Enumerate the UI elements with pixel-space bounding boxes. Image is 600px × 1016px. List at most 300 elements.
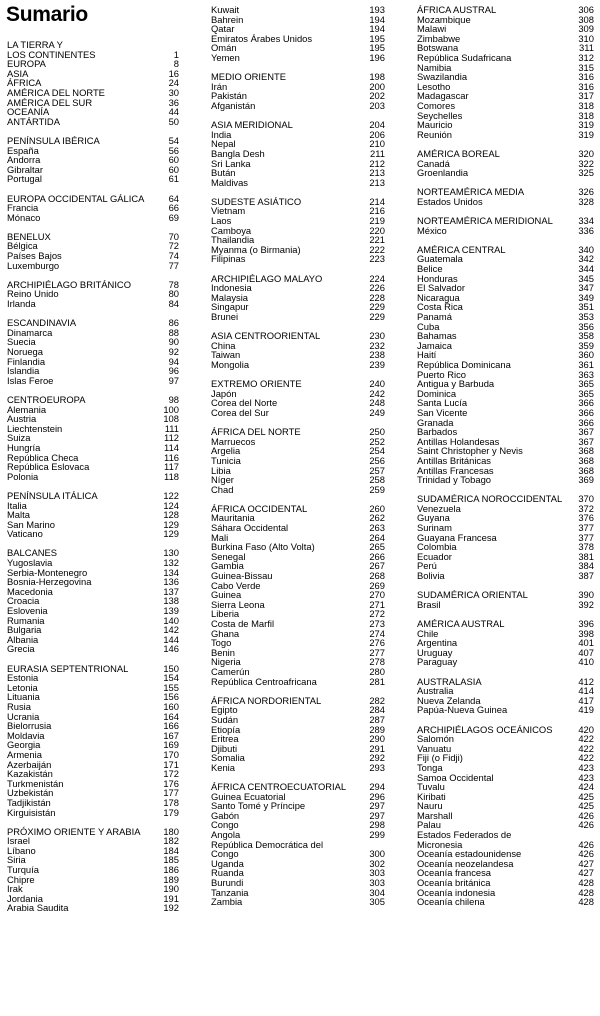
- toc-entry-page: 194: [369, 13, 385, 25]
- toc-entry-page: 178: [163, 796, 179, 808]
- toc-entry-title: España: [7, 144, 39, 156]
- toc-entry-title: Antillas Francesas: [417, 464, 494, 476]
- toc-entry-title: Mongolia: [211, 358, 250, 370]
- toc-entry[interactable]: [417, 168, 594, 178]
- toc-entry-page: 221: [369, 234, 385, 246]
- toc-entry-title: Ucrania: [7, 710, 40, 722]
- toc-entry-page: 267: [369, 560, 385, 572]
- toc-entry-title: Fiji (o Fidji): [417, 752, 463, 764]
- toc-entry-page: 192: [163, 902, 179, 914]
- toc-entry[interactable]: [211, 523, 385, 533]
- toc-entry-title: Laos: [211, 215, 232, 227]
- toc-entry-page: 312: [578, 51, 594, 63]
- toc-entry-page: 84: [168, 298, 179, 310]
- toc-entry-title: Comores: [417, 99, 456, 111]
- toc-entry-title: Oceanía chilena: [417, 896, 485, 908]
- toc-entry[interactable]: [7, 213, 179, 223]
- toc-entry-page: 299: [369, 829, 385, 841]
- toc-entry-page: 96: [168, 365, 179, 377]
- toc-entry-title: Polonia: [7, 470, 39, 482]
- toc-entry-title: Bielorrusia: [7, 720, 52, 732]
- toc-entry[interactable]: [211, 178, 385, 188]
- toc-entry[interactable]: [417, 475, 594, 485]
- toc-entry-title: Mozambique: [417, 13, 471, 25]
- toc-entry[interactable]: [211, 254, 385, 264]
- toc-entry-title: Maldivas: [211, 176, 248, 188]
- toc-entry[interactable]: [7, 846, 179, 856]
- toc-entry-title: Antillas Holandesas: [417, 435, 500, 447]
- toc-entry-title: Bosnia-Herzegovina: [7, 576, 92, 588]
- toc-entry-title: Estonia: [7, 672, 39, 684]
- toc-section-heading[interactable]: [7, 59, 179, 69]
- toc-entry-page: 372: [578, 502, 594, 514]
- toc-entry-page: 248: [369, 397, 385, 409]
- toc-entry-page: 216: [369, 205, 385, 217]
- toc-entry-page: 77: [168, 259, 179, 271]
- toc-entry-page: 302: [369, 857, 385, 869]
- toc-entry-title: Zimbabwe: [417, 32, 461, 44]
- toc-entry-title: Dominica: [417, 387, 457, 399]
- toc-entry-page: 428: [578, 886, 594, 898]
- toc-entry-page: 154: [163, 672, 179, 684]
- toc-entry-page: 319: [578, 119, 594, 131]
- toc-entry-page: 424: [578, 781, 594, 793]
- toc-entry-page: 351: [578, 301, 594, 313]
- toc-entry-title: Botswana: [417, 42, 459, 54]
- toc-entry-page: 16: [168, 67, 179, 79]
- toc-entry-title: MEDIO ORIENTE: [211, 71, 287, 83]
- toc-entry-page: 100: [163, 403, 179, 415]
- toc-entry[interactable]: [211, 53, 385, 63]
- toc-entry-title: Turquía: [7, 864, 39, 876]
- toc-entry-title: Reino Unido: [7, 288, 59, 300]
- toc-entry-page: 347: [578, 282, 594, 294]
- toc-entry-page: 269: [369, 579, 385, 591]
- toc-entry[interactable]: [7, 875, 179, 885]
- toc-entry-page: 297: [369, 800, 385, 812]
- toc-entry-title: Corea del Norte: [211, 397, 278, 409]
- toc-entry-title: Oceanía indonesia: [417, 886, 496, 898]
- toc-entry-page: 266: [369, 550, 385, 562]
- toc-entry-title: Mauricio: [417, 119, 453, 131]
- toc-entry-title: Yugoslavia: [7, 557, 53, 569]
- toc-entry[interactable]: [417, 254, 594, 264]
- toc-entry-title: Guyana: [417, 512, 450, 524]
- toc-entry-page: 177: [163, 787, 179, 799]
- toc-entry-page: 419: [578, 704, 594, 716]
- toc-entry-page: 240: [369, 378, 385, 390]
- toc-entry[interactable]: [417, 705, 594, 715]
- toc-entry[interactable]: [7, 692, 179, 702]
- toc-entry-page: 281: [369, 675, 385, 687]
- toc-section-heading[interactable]: [211, 72, 385, 82]
- toc-entry-page: 170: [163, 748, 179, 760]
- toc-entry-page: 311: [579, 42, 594, 54]
- toc-entry-title: Azerbaiján: [7, 758, 52, 770]
- toc-entry[interactable]: [7, 299, 179, 309]
- toc-entry-title: Swazilandia: [417, 71, 468, 83]
- toc-entry-page: 200: [369, 80, 385, 92]
- toc-entry-title: Namibia: [417, 61, 452, 73]
- toc-entry-page: 202: [369, 90, 385, 102]
- toc-entry[interactable]: [417, 571, 594, 581]
- toc-entry[interactable]: [417, 811, 594, 821]
- toc-entry-title: Uzbekistán: [7, 787, 54, 799]
- toc-entry-title: China: [211, 339, 236, 351]
- toc-entry-title: Japón: [211, 387, 237, 399]
- toc-entry-title: ANTÁRTIDA: [7, 115, 60, 127]
- toc-entry-title: PENÍNSULA ITÁLICA: [7, 489, 98, 501]
- toc-entry-title: Argelia: [211, 445, 241, 457]
- toc-section-heading[interactable]: [7, 491, 179, 501]
- page-title: Sumario: [6, 3, 88, 26]
- toc-entry[interactable]: [417, 657, 594, 667]
- toc-entry-page: 426: [578, 848, 594, 860]
- toc-entry-page: 54: [168, 134, 179, 146]
- toc-entry[interactable]: [7, 376, 179, 386]
- toc-entry-page: 427: [578, 857, 594, 869]
- toc-entry-page: 276: [369, 637, 385, 649]
- toc-entry-page: 195: [369, 32, 385, 44]
- toc-entry-page: 86: [168, 317, 179, 329]
- toc-entry-title: Islandia: [7, 365, 40, 377]
- toc-section-heading[interactable]: [7, 117, 179, 127]
- toc-entry-title: Pakistán: [211, 90, 247, 102]
- toc-entry-title: Albania: [7, 633, 39, 645]
- toc-entry-page: 356: [578, 320, 594, 332]
- toc-entry-page: 358: [578, 330, 594, 342]
- toc-entry-page: 134: [163, 566, 179, 578]
- toc-entry-title: Argentina: [417, 637, 458, 649]
- toc-entry-page: 366: [578, 406, 594, 418]
- toc-entry[interactable]: [417, 341, 594, 351]
- toc-entry[interactable]: [211, 485, 385, 495]
- toc-entry[interactable]: [417, 197, 594, 207]
- toc-entry-page: 316: [578, 80, 594, 92]
- toc-entry-title: Kiribati: [417, 790, 446, 802]
- toc-entry-title: Seychelles: [417, 109, 463, 121]
- toc-entry-page: 249: [369, 406, 385, 418]
- toc-entry[interactable]: [211, 101, 385, 111]
- toc-entry-title: Chile: [417, 627, 439, 639]
- toc-entry-title: Arabia Saudita: [7, 902, 69, 914]
- toc-entry-title: Eritrea: [211, 733, 239, 745]
- toc-entry-title: Georgia: [7, 739, 41, 751]
- toc-entry-title: Estados Federados de: [417, 829, 512, 841]
- toc-entry[interactable]: [211, 475, 385, 485]
- toc-entry-title: Oceanía neozelandesa: [417, 857, 514, 869]
- toc-entry-title: Emiratos Árabes Unidos: [211, 32, 313, 44]
- toc-entry-title: República Eslovaca: [7, 461, 90, 473]
- toc-entry-title: Antigua y Barbuda: [417, 378, 495, 390]
- toc-entry-page: 90: [168, 336, 179, 348]
- toc-entry-page: 425: [578, 800, 594, 812]
- toc-entry-page: 308: [578, 13, 594, 25]
- toc-entry-title: Portugal: [7, 173, 42, 185]
- toc-section-heading[interactable]: [417, 619, 594, 629]
- toc-entry-title: El Salvador: [417, 282, 465, 294]
- toc-entry-title: Omán: [211, 42, 237, 54]
- toc-entry-page: 97: [168, 374, 179, 386]
- toc-entry[interactable]: [7, 472, 179, 482]
- toc-entry-page: 340: [578, 243, 594, 255]
- toc-entry-page: 293: [369, 761, 385, 773]
- toc-entry[interactable]: [7, 808, 179, 818]
- toc-entry-title: Sáhara Occidental: [211, 522, 289, 534]
- toc-entry-title: ESCANDINAVIA: [7, 317, 77, 329]
- toc-entry-title: Macedonia: [7, 585, 53, 597]
- toc-entry-title: Uruguay: [417, 646, 453, 658]
- toc-entry-page: 297: [369, 809, 385, 821]
- toc-entry-page: 211: [370, 147, 385, 159]
- toc-entry-title: Madagascar: [417, 90, 469, 102]
- toc-entry-page: 401: [578, 637, 594, 649]
- toc-entry-page: 36: [168, 96, 179, 108]
- toc-entry-title: Costa Rica: [417, 301, 463, 313]
- toc-entry-page: 425: [578, 790, 594, 802]
- toc-entry-page: 224: [369, 272, 385, 284]
- toc-entry-title: Bután: [211, 167, 236, 179]
- toc-entry[interactable]: [211, 206, 385, 216]
- toc-entry-title: Kenia: [211, 761, 235, 773]
- toc-entry[interactable]: [7, 529, 179, 539]
- toc-entry-page: 272: [369, 608, 385, 620]
- toc-entry-page: 128: [163, 509, 179, 521]
- toc-entry-title: Belice: [417, 263, 443, 275]
- toc-entry-page: 368: [578, 445, 594, 457]
- toc-entry-page: 398: [578, 627, 594, 639]
- toc-entry-page: 315: [578, 61, 594, 73]
- toc-entry[interactable]: [211, 753, 385, 763]
- toc-entry-page: 273: [369, 618, 385, 629]
- toc-entry-page: 368: [578, 464, 594, 476]
- toc-entry-title: Marshall: [417, 809, 453, 821]
- toc-entry-page: 129: [163, 528, 179, 540]
- toc-column-1: [7, 40, 179, 913]
- toc-entry-page: 377: [578, 522, 594, 534]
- toc-entry-title: Irán: [211, 80, 228, 92]
- toc-entry-page: 191: [163, 892, 179, 904]
- toc-section-heading[interactable]: [417, 590, 594, 600]
- toc-entry-title: ARCHIPIÉLAGO MALAYO: [211, 272, 323, 284]
- toc-entry-page: 226: [369, 282, 385, 294]
- toc-entry[interactable]: [417, 130, 594, 140]
- toc-entry[interactable]: [417, 600, 594, 610]
- toc-entry-page: 300: [369, 848, 385, 860]
- toc-entry[interactable]: [7, 644, 179, 654]
- toc-entry-title: Serbia-Montenegro: [7, 566, 88, 578]
- toc-entry-page: 132: [163, 557, 179, 569]
- toc-entry-page: 184: [163, 844, 179, 856]
- toc-entry[interactable]: [417, 312, 594, 322]
- toc-entry-title: Granada: [417, 416, 454, 428]
- toc-entry[interactable]: [211, 34, 385, 44]
- toc-entry-title: Bahamas: [417, 330, 457, 342]
- toc-entry-title: Tuvalu: [417, 781, 445, 793]
- toc-entry[interactable]: [7, 903, 179, 913]
- toc-entry-title: Haití: [417, 349, 437, 361]
- toc-entry-title: Somalia: [211, 752, 245, 764]
- toc-section-heading[interactable]: [211, 331, 385, 341]
- toc-entry[interactable]: [211, 15, 385, 25]
- toc-entry-title: Grecia: [7, 643, 35, 655]
- toc-entry-page: 210: [369, 138, 385, 150]
- toc-entry-title: Oceanía francesa: [417, 867, 492, 879]
- toc-entry-page: 196: [369, 51, 385, 63]
- toc-entry-page: 219: [369, 215, 385, 227]
- toc-entry-title: Egipto: [211, 704, 238, 716]
- toc-entry-page: 303: [369, 867, 385, 879]
- toc-entry[interactable]: [211, 897, 385, 907]
- toc-entry-page: 270: [369, 589, 385, 601]
- toc-entry-page: 117: [164, 461, 179, 473]
- toc-entry-page: 282: [369, 694, 385, 706]
- toc-entry-page: 116: [164, 451, 179, 463]
- toc-entry[interactable]: [211, 466, 385, 476]
- toc-entry-page: 296: [369, 790, 385, 802]
- toc-entry-title: Guinea: [211, 589, 242, 601]
- toc-entry-page: 203: [369, 99, 385, 111]
- toc-entry-page: 180: [163, 825, 179, 837]
- toc-entry[interactable]: [211, 456, 385, 466]
- toc-entry-title: Guatemala: [417, 253, 463, 265]
- toc-entry-page: 370: [578, 493, 594, 505]
- toc-entry-title: NORTEAMÉRICA MEDIA: [417, 186, 525, 198]
- toc-entry-page: 278: [369, 656, 385, 668]
- toc-entry[interactable]: [211, 629, 385, 639]
- toc-entry[interactable]: [211, 312, 385, 322]
- toc-entry-title: Ruanda: [211, 867, 244, 879]
- toc-entry-page: 190: [163, 883, 179, 895]
- toc-entry-page: 72: [168, 240, 179, 252]
- toc-entry-page: 185: [163, 854, 179, 866]
- toc-entry-title: Ghana: [211, 627, 240, 639]
- toc-entry-page: 292: [369, 752, 385, 764]
- toc-entry-title: Micronesia: [417, 838, 463, 850]
- toc-section-heading[interactable]: [211, 379, 385, 389]
- toc-entry-title: Irlanda: [7, 298, 36, 310]
- toc-entry[interactable]: [211, 360, 385, 370]
- toc-entry-title: Liberia: [211, 608, 240, 620]
- toc-section-heading[interactable]: [211, 120, 385, 130]
- toc-entry[interactable]: [7, 501, 179, 511]
- toc-entry[interactable]: [7, 424, 179, 434]
- toc-entry-page: 144: [163, 633, 179, 645]
- toc-entry-page: 298: [369, 819, 385, 831]
- toc-entry-page: 390: [578, 589, 594, 601]
- toc-entry-page: 422: [578, 742, 594, 754]
- toc-entry-title: Camboya: [211, 224, 252, 236]
- toc-entry[interactable]: [417, 792, 594, 802]
- toc-entry-title: Nauru: [417, 800, 443, 812]
- toc-entry-page: 60: [168, 154, 179, 166]
- toc-entry-title: Irak: [7, 883, 23, 895]
- toc-entry-page: 142: [163, 624, 179, 636]
- toc-entry[interactable]: [417, 753, 594, 763]
- toc-entry-title: Thailandia: [211, 234, 255, 246]
- toc-entry-title: Oceanía británica: [417, 877, 491, 889]
- toc-entry[interactable]: [7, 174, 179, 184]
- toc-entry-page: 271: [369, 598, 385, 610]
- toc-entry-page: 426: [578, 809, 594, 821]
- toc-entry-title: Bahrein: [211, 13, 244, 25]
- toc-entry-page: 423: [578, 771, 594, 783]
- toc-entry-page: 146: [163, 643, 179, 655]
- toc-entry-title: Australia: [417, 685, 454, 697]
- toc-entry-page: 369: [578, 474, 594, 486]
- toc-entry-title: Chipre: [7, 873, 35, 885]
- toc-entry-page: 222: [369, 243, 385, 255]
- toc-entry-title: Panamá: [417, 311, 452, 322]
- toc-entry-page: 213: [369, 167, 385, 179]
- toc-entry-title: Canadá: [417, 157, 450, 169]
- toc-entry-page: 304: [369, 886, 385, 898]
- toc-entry-page: 252: [369, 435, 385, 447]
- toc-entry[interactable]: [211, 763, 385, 773]
- toc-section-heading[interactable]: [7, 827, 179, 837]
- toc-entry-title: EUROPA: [7, 58, 46, 70]
- toc-entry-page: 322: [578, 157, 594, 169]
- toc-entry-page: 136: [163, 576, 179, 588]
- toc-entry-page: 258: [369, 474, 385, 486]
- toc-entry-page: 129: [163, 518, 179, 530]
- toc-entry-page: 189: [163, 873, 179, 885]
- toc-entry-page: 334: [578, 215, 594, 227]
- toc-entry-title: Moldavia: [7, 729, 45, 741]
- toc-entry-page: 213: [369, 176, 385, 188]
- toc-entry-title: AUSTRALASIA: [417, 675, 482, 687]
- toc-entry-page: 410: [578, 656, 594, 668]
- toc-entry-title: Sri Lanka: [211, 157, 251, 169]
- toc-entry-page: 60: [168, 163, 179, 175]
- toc-entry-title: PENÍNSULA IBÉRICA: [7, 134, 100, 146]
- toc-entry-title: Marruecos: [211, 435, 256, 447]
- toc-entry-title: Jordania: [7, 892, 43, 904]
- toc-entry[interactable]: [417, 897, 594, 907]
- toc-entry-title: Estados Unidos: [417, 195, 483, 207]
- toc-entry-title: Barbados: [417, 426, 458, 438]
- toc-entry[interactable]: [417, 552, 594, 562]
- toc-entry-title: Togo: [211, 637, 232, 649]
- toc-entry-page: 428: [578, 877, 594, 889]
- toc-entry-title: Turkmenistán: [7, 777, 64, 789]
- toc-entry-page: 268: [369, 570, 385, 582]
- toc-entry-page: 114: [164, 441, 179, 453]
- toc-entry-title: Salomón: [417, 733, 455, 745]
- toc-entry[interactable]: [211, 130, 385, 140]
- toc-entry[interactable]: [211, 677, 385, 687]
- toc-entry[interactable]: [211, 734, 385, 744]
- toc-entry[interactable]: [7, 261, 179, 271]
- toc-entry-page: 303: [369, 877, 385, 889]
- toc-entry[interactable]: [417, 226, 594, 236]
- toc-entry-page: 259: [369, 483, 385, 495]
- toc-entry-page: 414: [578, 685, 594, 697]
- toc-entry-page: 88: [168, 326, 179, 338]
- toc-entry[interactable]: [211, 638, 385, 648]
- toc-entry-page: 167: [163, 729, 179, 741]
- toc-entry-title: Papúa-Nueva Guinea: [417, 704, 508, 716]
- toc-entry-page: 263: [369, 522, 385, 534]
- toc-entry-page: 164: [163, 710, 179, 722]
- toc-entry-page: 206: [369, 128, 385, 140]
- toc-entry-title: República Dominicana: [417, 358, 511, 370]
- toc-entry[interactable]: [211, 159, 385, 169]
- toc-entry[interactable]: [211, 408, 385, 418]
- toc-entry-title: Corea del Sur: [211, 406, 269, 418]
- toc-entry-title: Bélgica: [7, 240, 38, 252]
- toc-entry-title: Tadjikistán: [7, 796, 51, 808]
